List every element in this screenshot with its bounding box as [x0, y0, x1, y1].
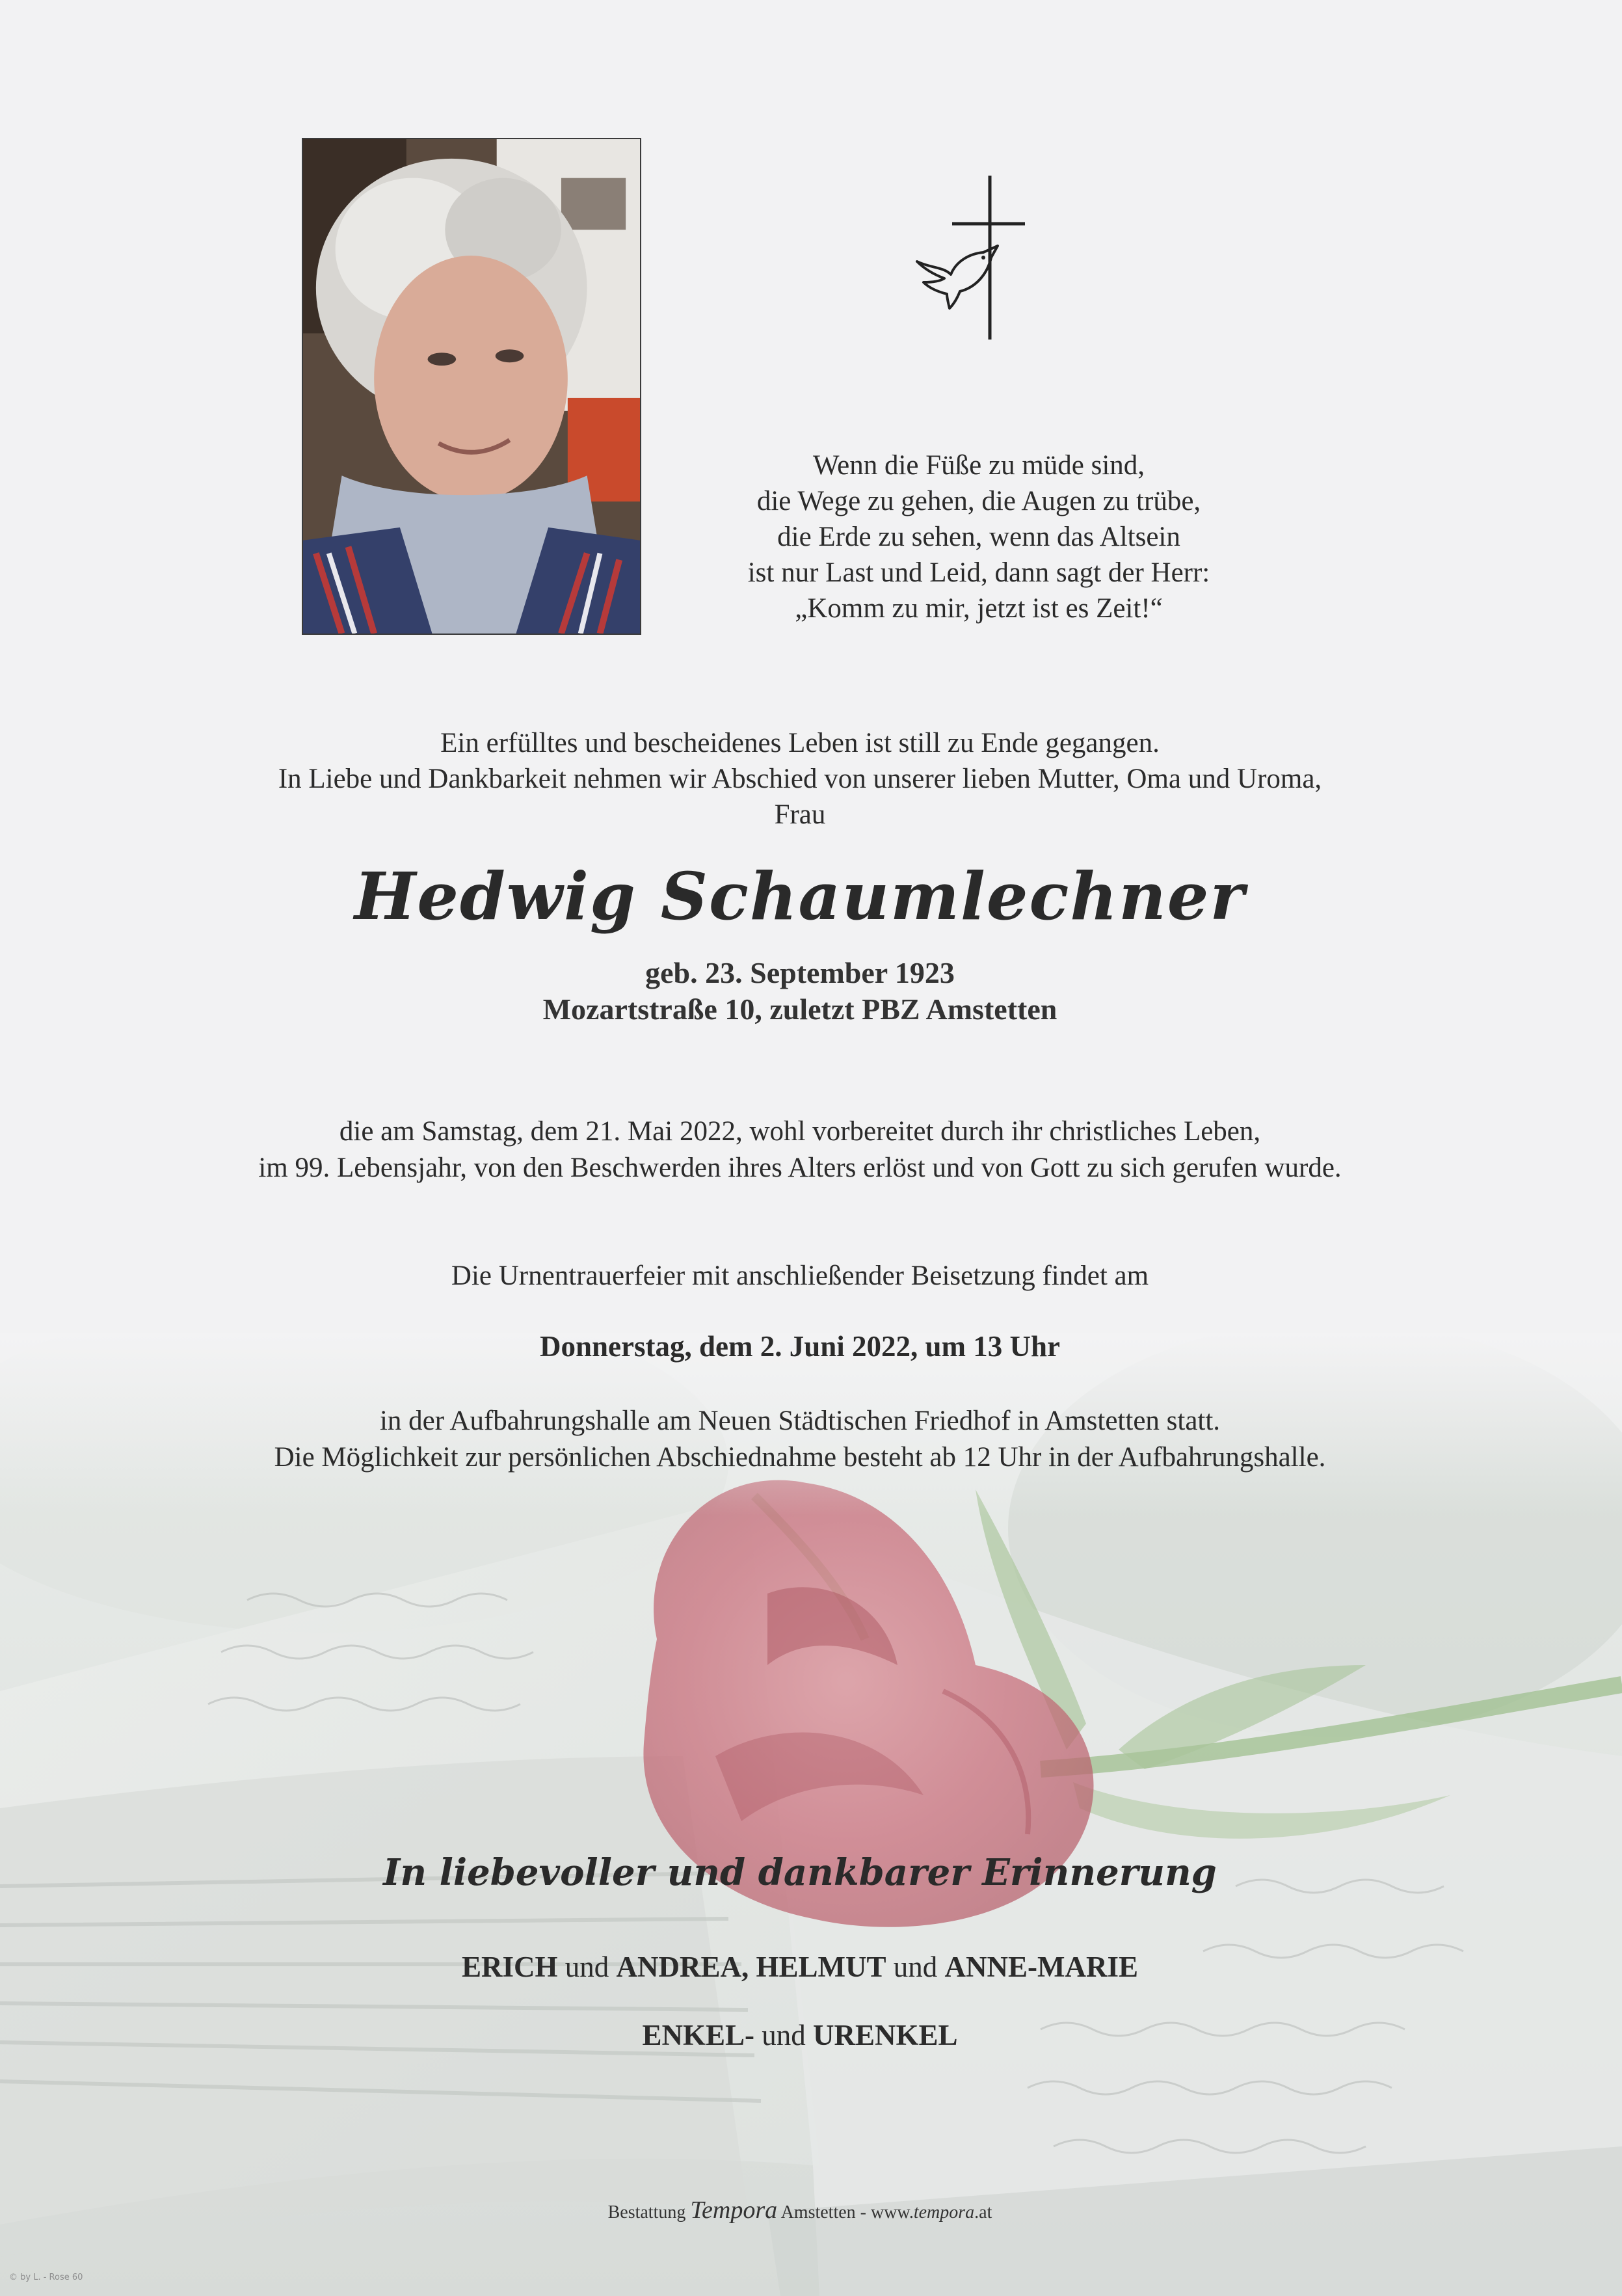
passing-line: im 99. Lebensjahr, von den Beschwerden ihres Alters erlöst und von Gott zu sich gerufen wurde. — [258, 1153, 1342, 1183]
poem-line: ist nur Last und Leid, dann sagt der Herr: — [747, 557, 1210, 588]
passing-line: die am Samstag, dem 21. Mai 2022, wohl vorbereitet durch ihr christliches Leben, — [339, 1116, 1261, 1147]
venue-line: in der Aufbahrungshalle am Neuen Städtischen Friedhof in Amstetten statt. — [379, 1406, 1221, 1436]
poem-line: „Komm zu mir, jetzt ist es Zeit!“ — [795, 593, 1163, 624]
conjunction: und — [557, 1951, 617, 1983]
intro-line: Frau — [774, 799, 826, 830]
address: Mozartstraße 10, zuletzt PBZ Amstetten — [542, 993, 1057, 1026]
funeral-home-footer — [390, 2197, 1210, 2226]
mourner-name: URENKEL — [812, 2019, 958, 2051]
mourners-grandchildren — [195, 2017, 1405, 2053]
poem-line: die Wege zu gehen, die Augen zu trübe, — [756, 486, 1201, 516]
ceremony-venue — [98, 1403, 1502, 1476]
memory-dedication: In liebevoller und dankbarer Erinnerung — [383, 1851, 1217, 1894]
conjunction: und — [886, 1951, 945, 1983]
birth-date: geb. 23. September 1923 — [645, 956, 955, 989]
ceremony-intro: Die Urnentrauerfeier mit anschließender Beisetzung findet am — [451, 1261, 1149, 1291]
venue-line: Die Möglichkeit zur persönlichen Abschiednahme besteht ab 12 Uhr in der Aufbahrungshalle. — [274, 1442, 1326, 1473]
mourner-name: ENKEL- — [642, 2019, 754, 2051]
funeral-home-brand: Tempora — [690, 2196, 778, 2224]
intro-line: In Liebe und Dankbarkeit nehmen wir Abschied von unserer lieben Mutter, Oma und Uroma, — [278, 764, 1322, 794]
conjunction: und — [754, 2019, 813, 2051]
cross-with-dove-icon — [911, 170, 1034, 346]
mourner-name: ERICH — [461, 1951, 558, 1983]
footer-domain: tempora — [913, 2202, 975, 2223]
poem-verse — [670, 447, 1288, 626]
mourner-name: ANDREA, HELMUT — [616, 1951, 886, 1983]
footer-prefix: Bestattung — [607, 2202, 686, 2223]
footer-suffix: .at — [974, 2202, 992, 2223]
passing-text — [98, 1114, 1502, 1186]
poem-line: die Erde zu sehen, wenn das Altsein — [777, 522, 1180, 552]
portrait-photo — [302, 138, 641, 635]
deceased-name: Hedwig Schaumlechner — [354, 858, 1246, 935]
intro-line: Ein erfülltes und bescheidenes Leben ist still zu Ende gegangen. — [440, 728, 1160, 758]
mourner-name: ANNE-MARIE — [944, 1951, 1139, 1983]
intro-text — [98, 725, 1502, 833]
image-credit: © by L. - Rose 60 — [9, 2273, 83, 2282]
poem-line: Wenn die Füße zu müde sind, — [812, 450, 1145, 481]
deceased-details — [195, 955, 1405, 1028]
footer-middle: Amstetten - www. — [780, 2202, 914, 2223]
ceremony-date: Donnerstag, dem 2. Juni 2022, um 13 Uhr — [539, 1330, 1061, 1363]
mourners-children — [195, 1949, 1405, 1985]
